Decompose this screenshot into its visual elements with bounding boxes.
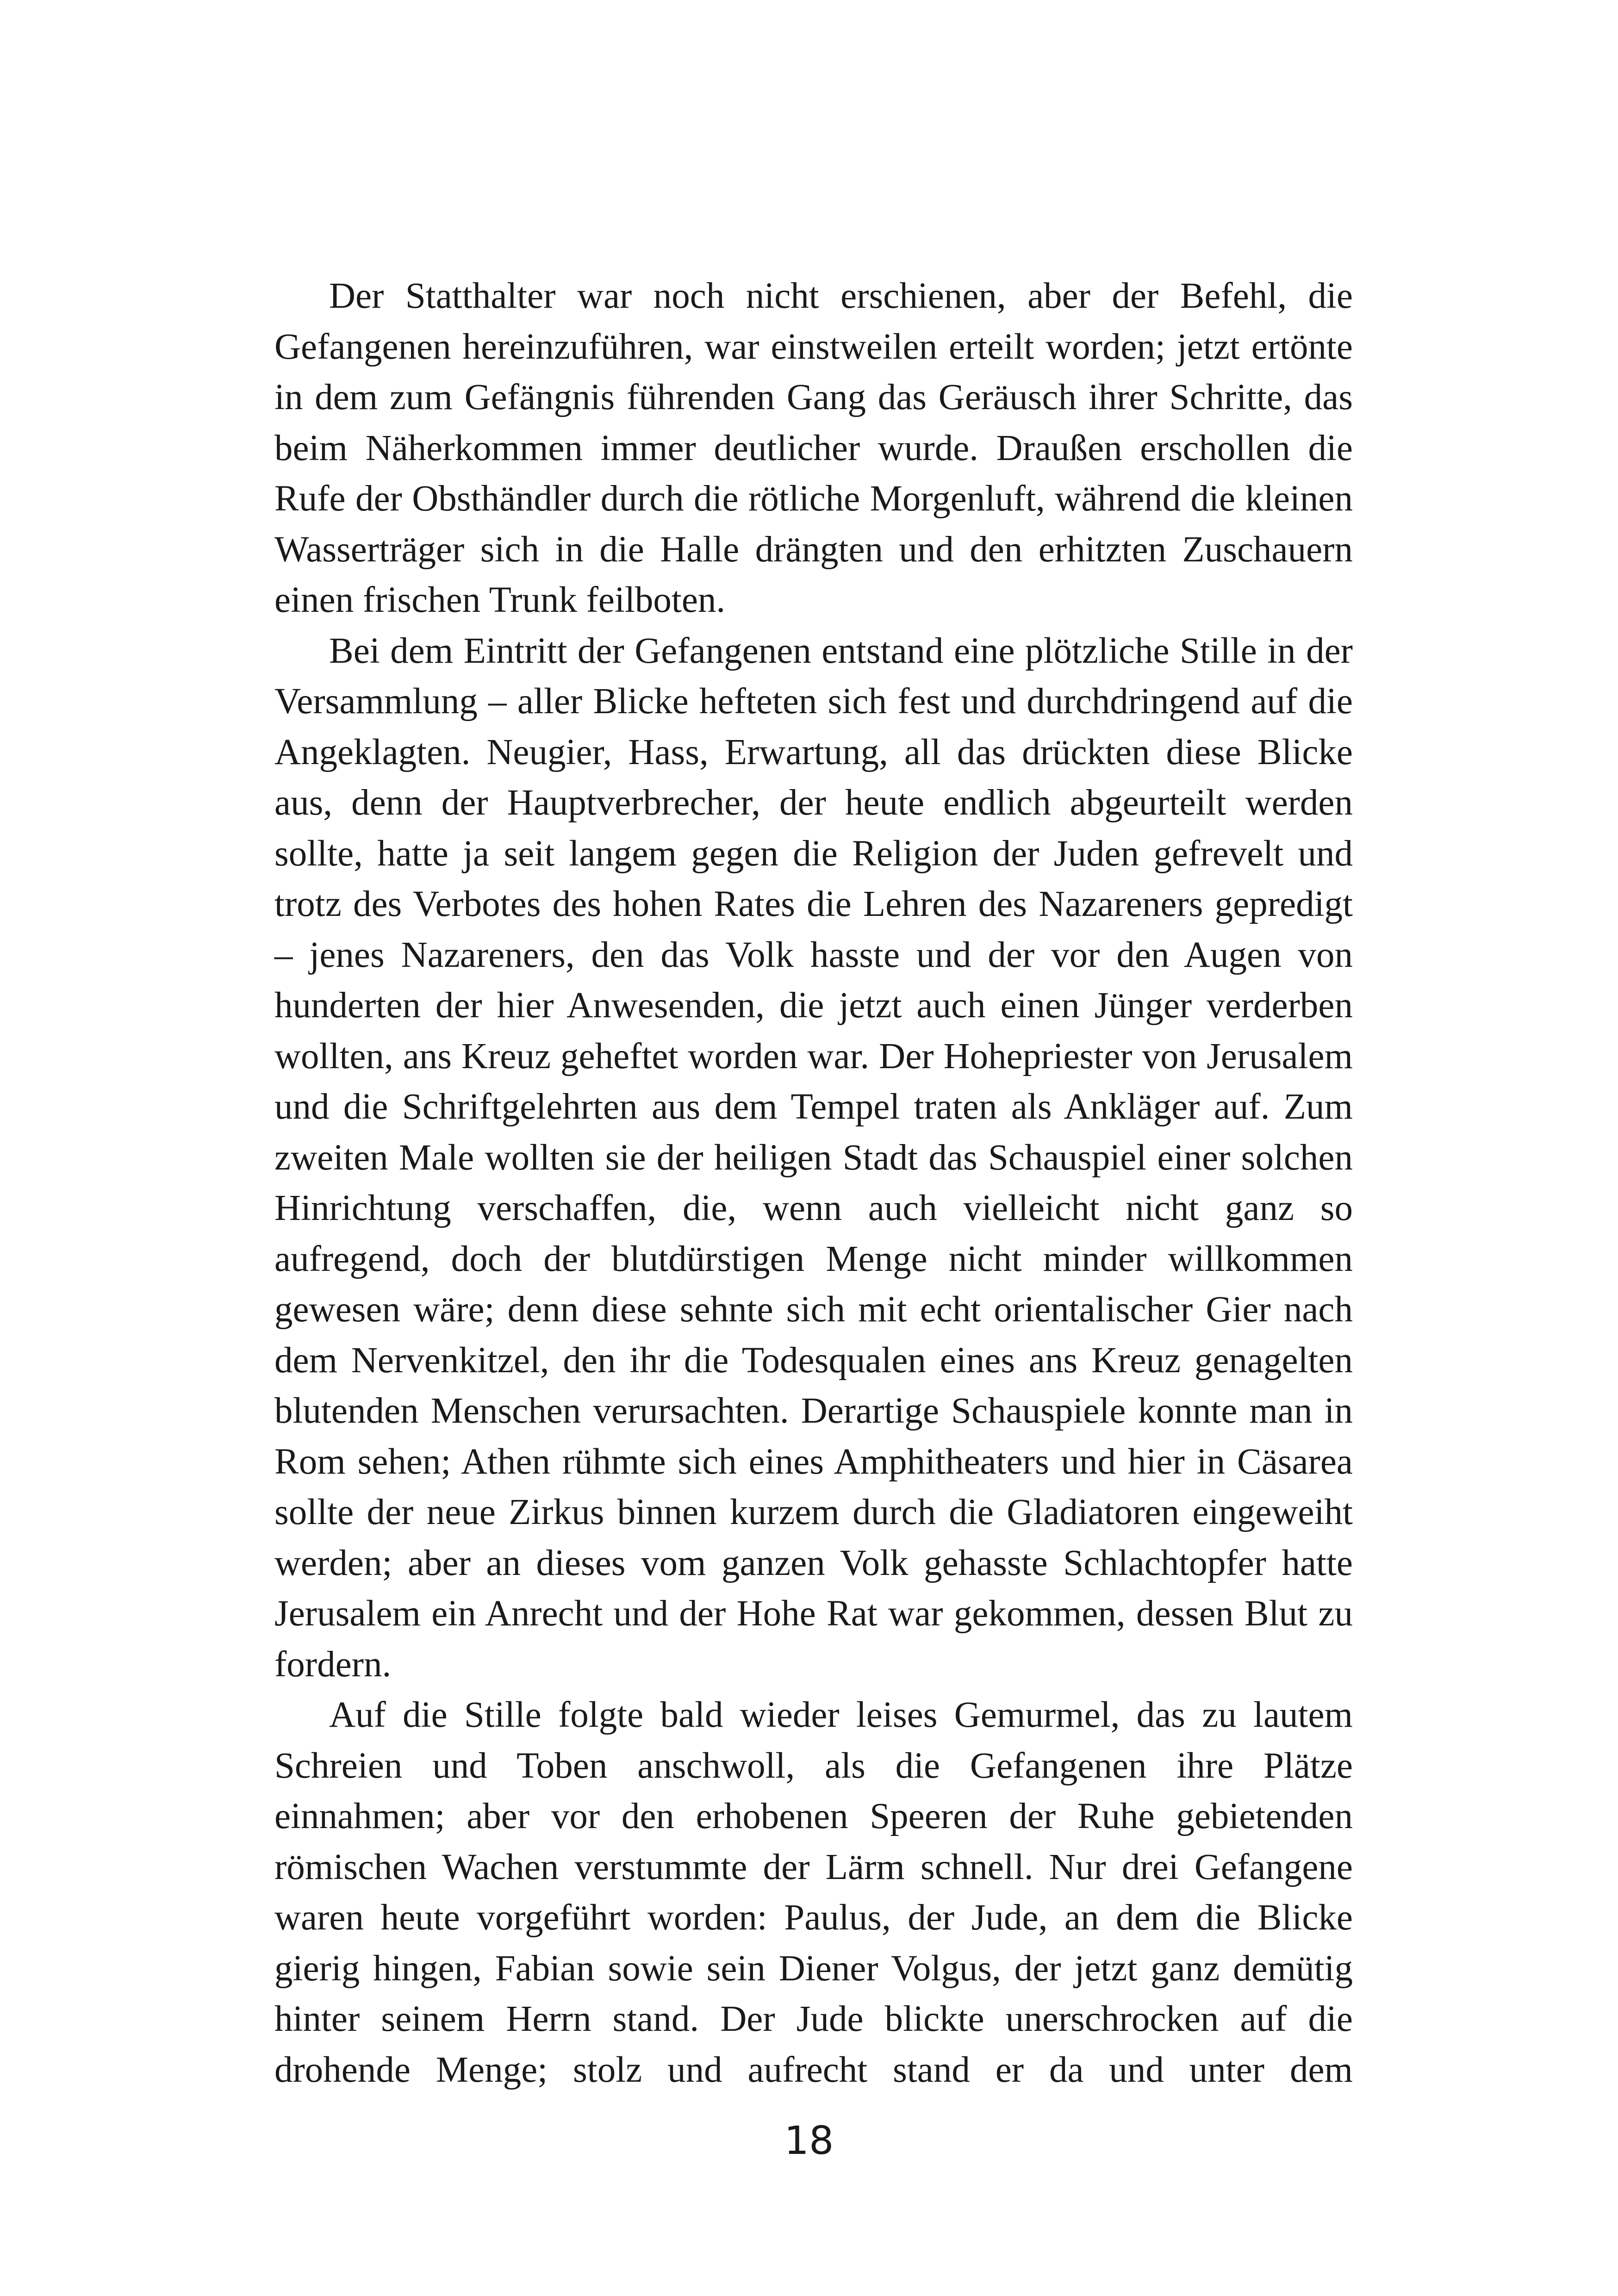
paragraph-3: Auf die Stille folgte bald wieder leises Gemurmel, das zu lautem Schreien und Toben anschwoll, als die Gefangenen ihre Plätze einnahmen; aber vor den erhobenen Speeren der Ruhe gebietenden römischen Wachen verstummte der Lärm schnell. Nur drei Gefangene waren heute vorgeführt worden: Paulus, der Jude, an dem die Blicke gierig hingen, Fabian sowie sein Diener Volgus, der jetzt ganz demütig hinter seinem Herrn stand. Der Jude blickte unerschrocken auf die drohende Menge; stolz und aufrecht stand er da und unter dem	[274, 1695, 1353, 2090]
body-text	[274, 271, 1353, 2095]
paragraph-1: Der Statthalter war noch nicht erschienen, aber der Befehl, die Gefangenen hereinzuführen, war einstweilen erteilt worden; jetzt ertönte in dem zum Gefängnis führenden Gang das Geräusch ihrer Schritte, das beim Näherkommen immer deutlicher wurde. Draußen erschollen die Rufe der Obsthändler durch die rötliche Morgenluft, während die kleinen Wasserträger sich in die Halle drängten und den erhitzten Zuschauern einen frischen Trunk feilboten.	[274, 276, 1353, 620]
paragraph-2: Bei dem Eintritt der Gefangenen entstand eine plötzliche Stille in der Versammlung – aller Blicke hefteten sich fest und durchdringend auf die Angeklagten. Neugier, Hass, Erwartung, all das drückten diese Blicke aus, denn der Hauptverbrecher, der heute endlich abgeurteilt werden sollte, hatte ja seit langem gegen die Religion der Juden gefrevelt und trotz des Verbotes des hohen Rates die Lehren des Nazareners gepredigt – jenes Nazareners, den das Volk hasste und der vor den Augen von hunderten der hier Anwesenden, die jetzt auch einen Jünger verderben wollten, ans Kreuz geheftet worden war. Der Hohepriester von Jerusalem und die Schriftgelehrten aus dem Tempel traten als Ankläger auf. Zum zweiten Male wollten sie der heiligen Stadt das Schauspiel einer solchen Hinrichtung verschaffen, die, wenn auch vielleicht nicht ganz so aufregend, doch der blutdürstigen Menge nicht minder willkommen gewesen wäre; denn diese sehnte sich mit echt orientalischer Gier nach dem Nervenkitzel, den ihr die Todesqualen eines ans Kreuz genagelten blutenden Menschen verursachten. Derartige Schauspiele konnte man in Rom sehen; Athen rühmte sich eines Amphitheaters und hier in Cäsarea sollte der neue Zirkus binnen kurzem durch die Gladiatoren eingeweiht werden; aber an dieses vom ganzen Volk gehasste Schlachtopfer hatte Jerusalem ein Anrecht und der Hohe Rat war gekommen, dessen Blut zu fordern.	[274, 630, 1353, 1685]
page-number: 18	[784, 2118, 834, 2163]
